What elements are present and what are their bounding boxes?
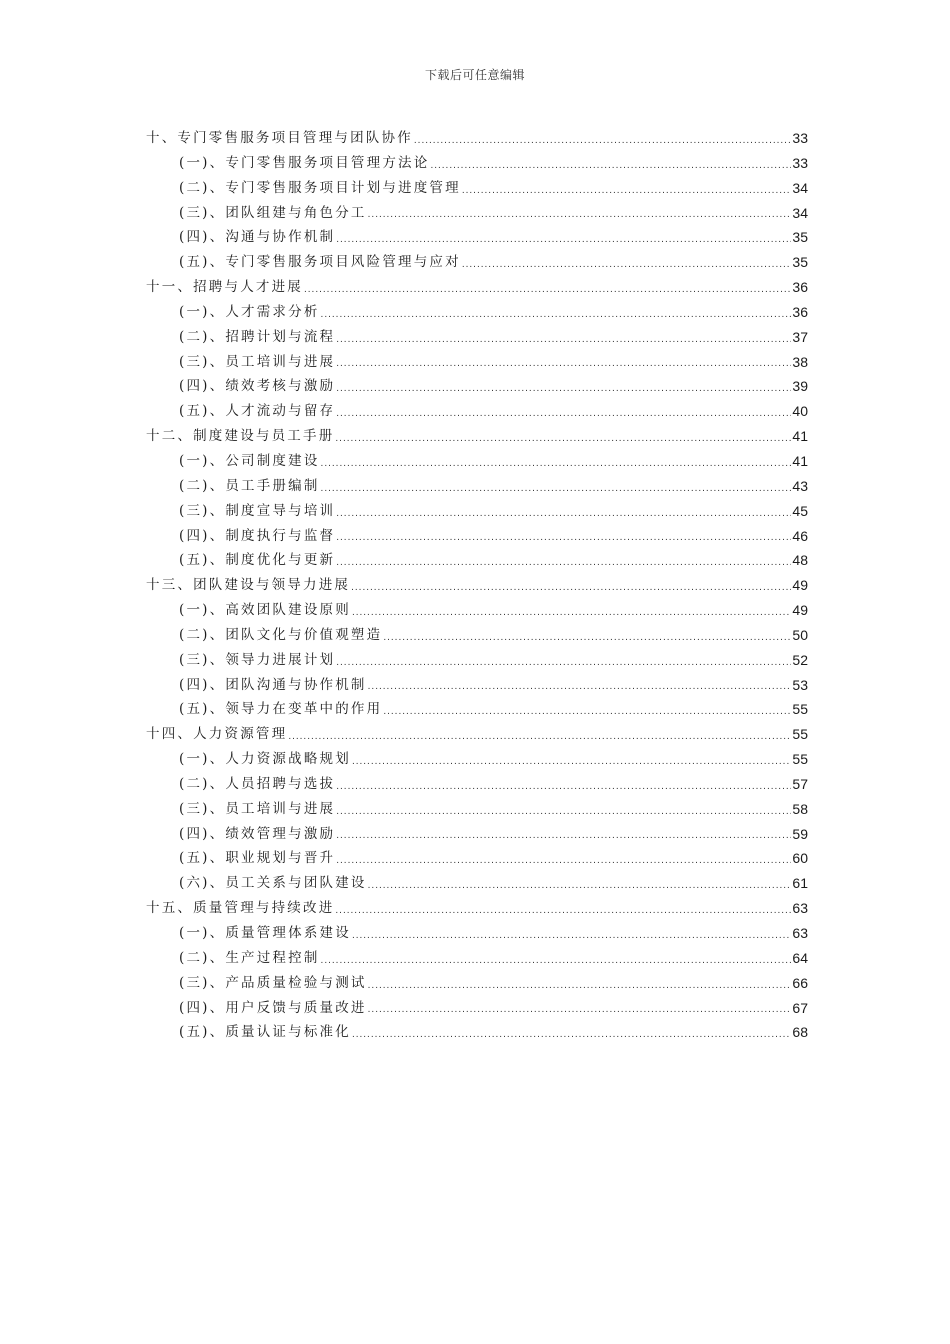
toc-page-number: 55 — [792, 701, 808, 718]
toc-entry-title: (一)、人才需求分析 — [179, 303, 320, 320]
toc-entry-title: (四)、用户反馈与质量改进 — [179, 999, 367, 1016]
toc-section-entry[interactable] — [146, 1020, 808, 1045]
toc-entry-title: (一)、质量管理体系建设 — [179, 925, 351, 941]
toc-entry-title: 十一、招聘与人才进展 — [146, 279, 303, 296]
toc-entry-title: 十、专门零售服务项目管理与团队协作 — [146, 130, 413, 146]
toc-page-number: 43 — [792, 477, 808, 494]
toc-dot-leader — [368, 1000, 791, 1020]
toc-entry-title: (三)、领导力进展计划 — [179, 651, 336, 668]
toc-entry-title: 十三、团队建设与领导力进展 — [146, 577, 351, 594]
toc-page-number: 61 — [792, 875, 808, 892]
toc-entry-title: (五)、质量认证与标准化 — [179, 1024, 351, 1041]
toc-page-number: 53 — [792, 676, 808, 693]
toc-dot-leader — [321, 454, 791, 474]
toc-page-number: 34 — [792, 204, 808, 221]
toc-chapter-entry[interactable] — [146, 275, 808, 300]
toc-page-number: 35 — [792, 229, 808, 246]
toc-section-entry[interactable] — [146, 673, 808, 698]
toc-entry-title: (三)、员工培训与进展 — [179, 353, 336, 370]
toc-section-entry[interactable] — [146, 996, 808, 1021]
toc-page-number: 37 — [792, 328, 808, 345]
toc-section-entry[interactable] — [146, 524, 808, 549]
toc-chapter-entry[interactable] — [146, 424, 808, 449]
toc-dot-leader — [368, 205, 791, 225]
toc-entry-title: (四)、团队沟通与协作机制 — [179, 676, 367, 693]
toc-section-entry[interactable] — [146, 797, 808, 822]
toc-dot-leader — [336, 802, 791, 822]
toc-page-number: 64 — [792, 949, 808, 966]
toc-dot-leader — [368, 976, 791, 996]
toc-entry-title: (四)、绩效管理与激励 — [179, 825, 336, 842]
toc-page-number: 38 — [792, 353, 808, 370]
toc-dot-leader — [368, 677, 791, 697]
toc-dot-leader — [336, 553, 791, 573]
toc-page-number: 63 — [792, 925, 808, 941]
toc-dot-leader — [335, 429, 791, 449]
toc-section-entry[interactable] — [146, 151, 808, 176]
toc-section-entry[interactable] — [146, 474, 808, 499]
toc-section-entry[interactable] — [146, 822, 808, 847]
toc-dot-leader — [335, 901, 791, 921]
toc-page-number: 34 — [792, 179, 808, 196]
toc-entry-title: (五)、职业规划与晋升 — [179, 850, 336, 867]
toc-entry-title: 十四、人力资源管理 — [146, 726, 288, 743]
toc-page-number: 41 — [792, 428, 808, 445]
toc-dot-leader — [336, 230, 791, 250]
toc-entry-title: (二)、招聘计划与流程 — [179, 328, 336, 345]
toc-entry-title: (二)、人员招聘与选拔 — [179, 775, 336, 792]
toc-dot-leader — [352, 1025, 791, 1045]
toc-dot-leader — [462, 181, 791, 201]
toc-entry-title: (四)、制度执行与监督 — [179, 527, 336, 544]
toc-page-number: 48 — [792, 552, 808, 569]
toc-page-number: 36 — [792, 279, 808, 296]
toc-dot-leader — [383, 628, 791, 648]
toc-dot-leader — [351, 578, 791, 598]
toc-entry-title: (二)、员工手册编制 — [179, 477, 320, 494]
toc-page-number: 45 — [792, 502, 808, 519]
toc-section-entry[interactable] — [146, 921, 808, 946]
toc-dot-leader — [336, 404, 791, 424]
toc-dot-leader — [414, 131, 791, 151]
toc-entry-title: (四)、沟通与协作机制 — [179, 229, 336, 246]
toc-dot-leader — [321, 479, 791, 499]
toc-section-entry[interactable] — [146, 325, 808, 350]
toc-page-number: 39 — [792, 378, 808, 395]
toc-page-number: 68 — [792, 1024, 808, 1041]
toc-entry-title: (一)、专门零售服务项目管理方法论 — [179, 154, 430, 171]
toc-page-number: 46 — [792, 527, 808, 544]
toc-dot-leader — [383, 702, 791, 722]
toc-entry-title: (一)、人力资源战略规划 — [179, 751, 351, 768]
toc-dot-leader — [336, 851, 791, 871]
toc-dot-leader — [336, 354, 791, 374]
toc-section-entry[interactable] — [146, 225, 808, 250]
toc-chapter-entry[interactable] — [146, 896, 808, 921]
toc-section-entry[interactable] — [146, 548, 808, 573]
toc-chapter-entry[interactable] — [146, 573, 808, 598]
toc-section-entry[interactable] — [146, 846, 808, 871]
toc-dot-leader — [462, 255, 791, 275]
toc-chapter-entry[interactable] — [146, 722, 808, 747]
toc-dot-leader — [321, 305, 791, 325]
toc-page-number: 57 — [792, 775, 808, 792]
toc-dot-leader — [321, 951, 791, 971]
toc-section-entry[interactable] — [146, 399, 808, 424]
toc-section-entry[interactable] — [146, 300, 808, 325]
toc-section-entry[interactable] — [146, 772, 808, 797]
toc-section-entry[interactable] — [146, 747, 808, 772]
toc-page-number: 40 — [792, 403, 808, 420]
toc-section-entry[interactable] — [146, 598, 808, 623]
toc-entry-title: 十五、质量管理与持续改进 — [146, 900, 335, 917]
toc-entry-title: (三)、制度宣导与培训 — [179, 502, 336, 519]
toc-entry-title: (三)、团队组建与角色分工 — [179, 204, 367, 221]
toc-page-number: 63 — [792, 900, 808, 917]
toc-page-number: 33 — [792, 130, 808, 146]
toc-dot-leader — [352, 603, 791, 623]
toc-dot-leader — [304, 280, 791, 300]
toc-entry-title: (五)、专门零售服务项目风险管理与应对 — [179, 254, 461, 271]
toc-entry-title: (四)、绩效考核与激励 — [179, 378, 336, 395]
toc-entry-title: (三)、员工培训与进展 — [179, 800, 336, 817]
toc-section-entry[interactable] — [146, 350, 808, 375]
toc-section-entry[interactable] — [146, 623, 808, 648]
toc-entry-title: (三)、产品质量检验与测试 — [179, 974, 367, 991]
toc-page-number: 36 — [792, 303, 808, 320]
toc-page-number: 67 — [792, 999, 808, 1016]
toc-section-entry[interactable] — [146, 499, 808, 524]
toc-page-number: 50 — [792, 626, 808, 643]
toc-section-entry[interactable] — [146, 946, 808, 971]
toc-entry-title: (一)、公司制度建设 — [179, 452, 320, 469]
toc-entry-title: (二)、生产过程控制 — [179, 949, 320, 966]
toc-section-entry[interactable] — [146, 449, 808, 474]
toc-dot-leader — [352, 752, 791, 772]
toc-dot-leader — [336, 379, 791, 399]
toc-entry-title: (五)、人才流动与留存 — [179, 403, 336, 420]
toc-page-number: 52 — [792, 651, 808, 668]
toc-dot-leader — [368, 876, 791, 896]
toc-dot-leader — [288, 727, 791, 747]
toc-section-entry[interactable] — [146, 250, 808, 275]
toc-page-number: 60 — [792, 850, 808, 867]
toc-chapter-entry[interactable] — [146, 126, 808, 151]
toc-page-number: 55 — [792, 726, 808, 743]
table-of-contents — [146, 126, 808, 1045]
page-header: 下载后可任意编辑 — [424, 68, 525, 82]
toc-section-entry[interactable] — [146, 971, 808, 996]
toc-page-number: 41 — [792, 452, 808, 469]
toc-dot-leader — [336, 330, 791, 350]
toc-entry-title: (一)、高效团队建设原则 — [179, 602, 351, 619]
toc-entry-title: (二)、团队文化与价值观塑造 — [179, 626, 383, 643]
toc-page-number: 58 — [792, 800, 808, 817]
toc-page-number: 49 — [792, 602, 808, 619]
toc-section-entry[interactable] — [146, 648, 808, 673]
toc-dot-leader — [352, 926, 791, 946]
toc-dot-leader — [336, 528, 791, 548]
toc-section-entry[interactable] — [146, 697, 808, 722]
toc-section-entry[interactable] — [146, 871, 808, 896]
toc-page-number: 55 — [792, 751, 808, 768]
toc-dot-leader — [336, 504, 791, 524]
toc-entry-title: (五)、制度优化与更新 — [179, 552, 336, 569]
toc-section-entry[interactable] — [146, 201, 808, 226]
toc-dot-leader — [430, 156, 791, 176]
toc-page-number: 49 — [792, 577, 808, 594]
toc-page-number: 35 — [792, 254, 808, 271]
toc-entry-title: (二)、专门零售服务项目计划与进度管理 — [179, 179, 461, 196]
toc-page-number: 33 — [792, 154, 808, 171]
toc-entry-title: (六)、员工关系与团队建设 — [179, 875, 367, 892]
toc-dot-leader — [336, 653, 791, 673]
toc-dot-leader — [336, 777, 791, 797]
toc-page-number: 66 — [792, 974, 808, 991]
toc-entry-title: (五)、领导力在变革中的作用 — [179, 701, 383, 718]
toc-section-entry[interactable] — [146, 374, 808, 399]
toc-page-number: 59 — [792, 825, 808, 842]
toc-entry-title: 十二、制度建设与员工手册 — [146, 428, 335, 445]
toc-dot-leader — [336, 826, 791, 846]
toc-section-entry[interactable] — [146, 176, 808, 201]
